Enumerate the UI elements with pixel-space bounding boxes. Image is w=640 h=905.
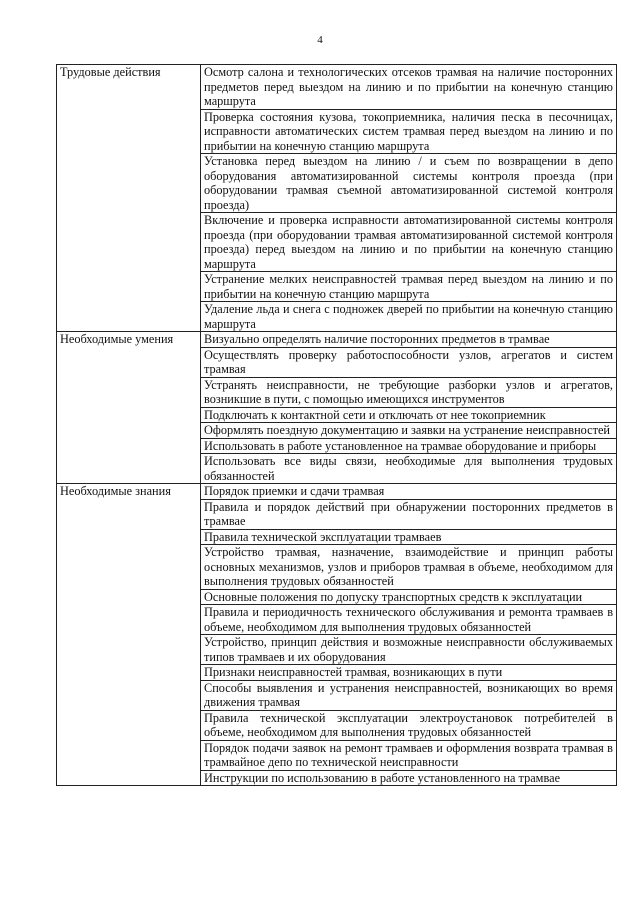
requirement-item: Осмотр салона и технологических отсеков трамвая на наличие посторонних предметов перед выездом на линию и по прибытии на конечную станцию маршрута bbox=[201, 65, 617, 110]
table-row bbox=[57, 484, 617, 500]
requirement-item: Порядок подачи заявок на ремонт трамваев и оформления возврата трамвая в трамвайное депо по технической неисправности bbox=[201, 740, 617, 770]
requirement-item: Использовать в работе установленное на трамвае оборудование и приборы bbox=[201, 438, 617, 454]
section-label: Необходимые умения bbox=[57, 332, 201, 484]
requirement-item: Правила и периодичность технического обслуживания и ремонта трамваев в объеме, необходимом для выполнения трудовых обязанностей bbox=[201, 605, 617, 635]
table-row bbox=[57, 65, 617, 110]
requirements-table-body bbox=[57, 65, 617, 786]
section-label: Трудовые действия bbox=[57, 65, 201, 332]
page-number: 4 bbox=[317, 34, 323, 46]
requirement-item: Основные положения по допуску транспортных средств к эксплуатации bbox=[201, 589, 617, 605]
requirement-item: Проверка состояния кузова, токоприемника, наличия песка в песочницах, исправности автоматических систем трамвая перед выездом на линию и по прибытии на конечную станцию маршрута bbox=[201, 109, 617, 154]
requirement-item: Подключать к контактной сети и отключать от нее токоприемник bbox=[201, 407, 617, 423]
requirement-item: Правила и порядок действий при обнаружении посторонних предметов в трамвае bbox=[201, 499, 617, 529]
requirement-item: Правила технической эксплуатации электроустановок потребителей в объеме, необходимом для выполнения трудовых обязанностей bbox=[201, 710, 617, 740]
requirement-item: Правила технической эксплуатации трамваев bbox=[201, 529, 617, 545]
requirement-item: Включение и проверка исправности автоматизированной системы контроля проезда (при оборудовании трамвая автоматизированной системой контроля проезда) перед выездом на линию и по прибытии на конечную станцию маршрута bbox=[201, 213, 617, 272]
requirement-item: Инструкции по использованию в работе установленного на трамвае bbox=[201, 770, 617, 786]
requirement-item: Визуально определять наличие посторонних предметов в трамвае bbox=[201, 332, 617, 348]
requirement-item: Способы выявления и устранения неисправностей, возникающих во время движения трамвая bbox=[201, 680, 617, 710]
requirement-item: Устройство, принцип действия и возможные неисправности обслуживаемых типов трамваев и их оборудования bbox=[201, 635, 617, 665]
requirement-item: Устройство трамвая, назначение, взаимодействие и принцип работы основных механизмов, узлов и приборов трамвая в объеме, необходимом для выполнения трудовых обязанностей bbox=[201, 545, 617, 590]
requirement-item: Удаление льда и снега с подножек дверей по прибытии на конечную станцию маршрута bbox=[201, 302, 617, 332]
requirements-table bbox=[56, 64, 617, 786]
section-label: Необходимые знания bbox=[57, 484, 201, 786]
requirement-item: Оформлять поездную документацию и заявки на устранение неисправностей bbox=[201, 423, 617, 439]
requirement-item: Осуществлять проверку работоспособности узлов, агрегатов и систем трамвая bbox=[201, 347, 617, 377]
requirement-item: Признаки неисправностей трамвая, возникающих в пути bbox=[201, 665, 617, 681]
requirement-item: Устранять неисправности, не требующие разборки узлов и агрегатов, возникшие в пути, с помощью имеющихся инструментов bbox=[201, 377, 617, 407]
requirement-item: Установка перед выездом на линию / и съем по возвращении в депо оборудования автоматизированной системы контроля проезда (при оборудовании трамвая съемной автоматизированной системой контроля проезда) bbox=[201, 154, 617, 213]
table-row bbox=[57, 332, 617, 348]
requirement-item: Устранение мелких неисправностей трамвая перед выездом на линию и по прибытии на конечную станцию маршрута bbox=[201, 272, 617, 302]
requirement-item: Использовать все виды связи, необходимые для выполнения трудовых обязанностей bbox=[201, 454, 617, 484]
requirement-item: Порядок приемки и сдачи трамвая bbox=[201, 484, 617, 500]
